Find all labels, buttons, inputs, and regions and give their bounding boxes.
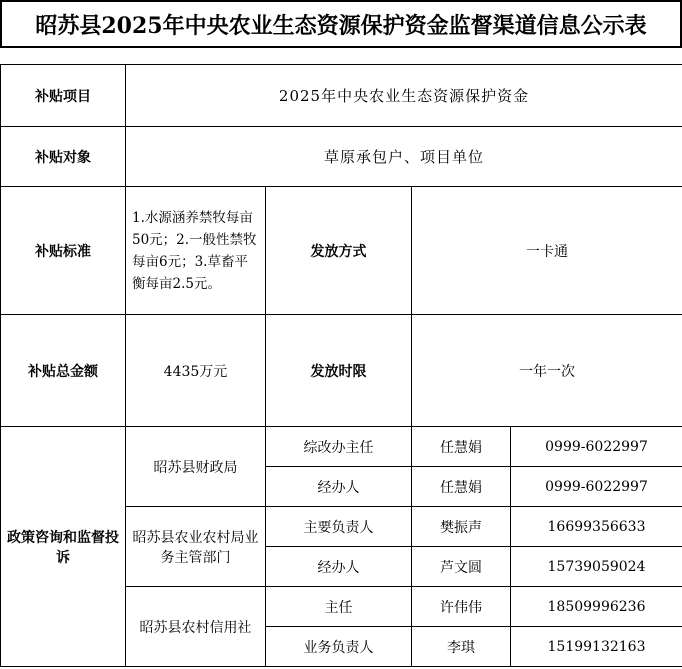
contact-phone: 18509996236 xyxy=(511,587,682,627)
project-value: 2025年中央农业生态资源保护资金 xyxy=(126,65,682,127)
contact-phone: 16699356633 xyxy=(511,507,682,547)
contact-name: 许伟伟 xyxy=(412,587,511,627)
unit-name: 昭苏县农村信用社 xyxy=(126,587,266,667)
contact-phone: 15199132163 xyxy=(511,627,682,667)
unit-name: 昭苏县财政局 xyxy=(126,427,266,507)
contact-role: 主任 xyxy=(266,587,412,627)
contact-role: 经办人 xyxy=(266,467,412,507)
contact-role: 业务负责人 xyxy=(266,627,412,667)
contacts-label: 政策咨询和监督投诉 xyxy=(1,427,126,667)
row-standard xyxy=(1,187,682,315)
row-amount xyxy=(1,315,682,427)
contact-name: 樊振声 xyxy=(412,507,511,547)
contact-row xyxy=(1,427,682,467)
amount-label: 补贴总金额 xyxy=(1,315,126,427)
contact-role: 综改办主任 xyxy=(266,427,412,467)
row-project xyxy=(1,65,682,127)
info-table xyxy=(0,64,682,667)
method-value: 一卡通 xyxy=(412,187,682,315)
standard-value: 1.水源涵养禁牧每亩50元；2.一般性禁牧每亩6元；3.草畜平衡每亩2.5元。 xyxy=(126,187,266,315)
method-label: 发放方式 xyxy=(266,187,412,315)
standard-label: 补贴标准 xyxy=(1,187,126,315)
period-label: 发放时限 xyxy=(266,315,412,427)
amount-value: 4435万元 xyxy=(126,315,266,427)
page-title: 昭苏县2025年中央农业生态资源保护资金监督渠道信息公示表 xyxy=(0,0,682,48)
unit-name: 昭苏县农业农村局业务主管部门 xyxy=(126,507,266,587)
row-target xyxy=(1,127,682,187)
contact-phone: 0999-6022997 xyxy=(511,467,682,507)
period-value: 一年一次 xyxy=(412,315,682,427)
target-value: 草原承包户、项目单位 xyxy=(126,127,682,187)
contact-name: 任慧娟 xyxy=(412,427,511,467)
contact-role: 经办人 xyxy=(266,547,412,587)
contact-phone: 0999-6022997 xyxy=(511,427,682,467)
contact-name: 任慧娟 xyxy=(412,467,511,507)
target-label: 补贴对象 xyxy=(1,127,126,187)
contact-name: 芦文圆 xyxy=(412,547,511,587)
contact-role: 主要负责人 xyxy=(266,507,412,547)
contact-phone: 15739059024 xyxy=(511,547,682,587)
project-label: 补贴项目 xyxy=(1,65,126,127)
contact-name: 李琪 xyxy=(412,627,511,667)
